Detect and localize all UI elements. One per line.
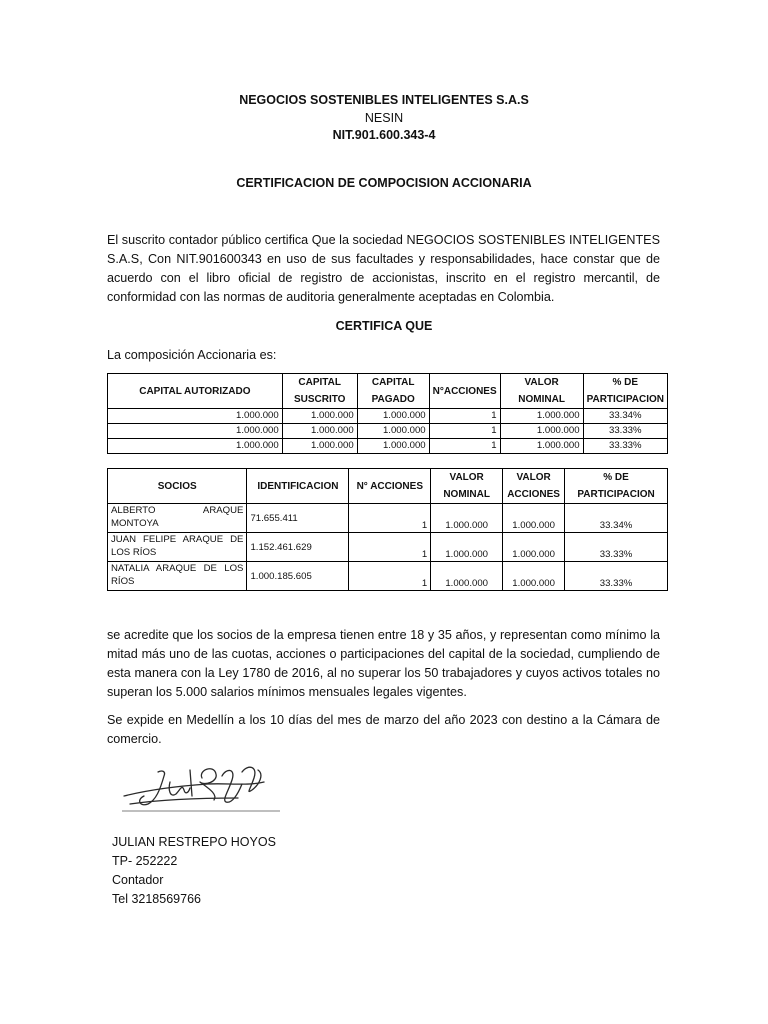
cell: 33.33%	[583, 424, 667, 439]
cell: 1.000.000	[503, 533, 565, 562]
header-valor-nominal: VALOR NOMINAL	[431, 469, 503, 504]
company-nit: NIT.901.600.343-4	[332, 128, 436, 142]
cell: 1.000.000	[108, 439, 283, 454]
cell: 1.000.000	[108, 424, 283, 439]
header-n-acciones: N° ACCIONES	[349, 469, 431, 504]
cell: 1.000.000	[282, 439, 357, 454]
cell: 1.000.000	[108, 409, 283, 424]
cell: 1	[349, 504, 431, 533]
socio-id: 1.000.185.605	[247, 562, 349, 591]
cell: 1	[349, 562, 431, 591]
cell: 33.33%	[565, 533, 668, 562]
socio-name: NATALIA ARAQUE DE LOS RÍOS	[108, 562, 247, 591]
header-valor-acciones: VALOR ACCIONES	[503, 469, 565, 504]
signatory-name: JULIAN RESTREPO HOYOS	[112, 835, 276, 849]
socio-name: JUAN FELIPE ARAQUE DE LOS RÍOS	[108, 533, 247, 562]
signature-image	[118, 760, 288, 816]
cell: 1.000.000	[500, 409, 583, 424]
company-short-name: NESIN	[364, 111, 404, 125]
cell: 1.000.000	[431, 533, 503, 562]
signatory-role: Contador	[112, 873, 164, 887]
socios-table	[107, 468, 668, 591]
capital-table-header	[108, 374, 668, 409]
table-row	[108, 533, 668, 562]
signatory-tp: TP- 252222	[112, 854, 178, 868]
cell: 1.000.000	[357, 409, 429, 424]
signatory-tel: Tel 3218569766	[112, 892, 201, 906]
cell: 1.000.000	[500, 424, 583, 439]
header-participacion: % DE PARTICIPACION	[583, 374, 667, 409]
signatory-block	[112, 833, 276, 909]
cell: 1.000.000	[431, 562, 503, 591]
header-participacion: % DE PARTICIPACION	[565, 469, 668, 504]
company-name: NEGOCIOS SOSTENIBLES INTELIGENTES S.A.S	[239, 93, 529, 107]
header-valor-nominal: VALOR NOMINAL	[500, 374, 583, 409]
table-row	[108, 439, 668, 454]
cell: 1.000.000	[282, 424, 357, 439]
cell: 33.33%	[565, 562, 668, 591]
intro-paragraph: El suscrito contador público certifica Que la sociedad NEGOCIOS SOSTENIBLES INTELIGENTES S.A.S, Con NIT.901600343 en uso de sus facultades y responsabilidades, hace constar que de acuerdo con el libro oficial de registro de accionistas, inscrito en el registro mercantil, de conformidad con las normas de auditoria generalmente aceptadas en Colombia.	[107, 233, 660, 304]
table-row	[108, 562, 668, 591]
document-title: CERTIFICACION DE COMPOCISION ACCIONARIA	[236, 176, 532, 190]
table-row	[108, 424, 668, 439]
socio-name: ALBERTO ARAQUE MONTOYA	[108, 504, 247, 533]
header-capital-pagado: CAPITAL PAGADO	[357, 374, 429, 409]
body-paragraph-2: se acredite que los socios de la empresa tienen entre 18 y 35 años, y representan como mínimo la mitad más uno de las cuotas, acciones o participaciones del capital de la sociedad, cumpliendo de esta manera con la Ley 1780 de 2016, al no superar los 50 trabajadores y cuyos activos totales no superan los 5.000 salarios mínimos mensuales legales vigentes.	[107, 628, 660, 699]
cell: 1.000.000	[503, 504, 565, 533]
cell: 1.000.000	[503, 562, 565, 591]
cell: 1.000.000	[282, 409, 357, 424]
cell: 33.34%	[565, 504, 668, 533]
cell: 1	[429, 439, 500, 454]
cell: 1	[429, 424, 500, 439]
header-socios: SOCIOS	[108, 469, 247, 504]
cell: 1.000.000	[500, 439, 583, 454]
body-paragraph-3: Se expide en Medellín a los 10 días del mes de marzo del año 2023 con destino a la Cámara de comercio.	[107, 713, 660, 746]
socios-table-header	[108, 469, 668, 504]
header-identificacion: IDENTIFICACION	[247, 469, 349, 504]
table-row	[108, 409, 668, 424]
cell: 1	[429, 409, 500, 424]
certifica-heading: CERTIFICA QUE	[335, 319, 433, 333]
header-capital-suscrito: CAPITAL SUSCRITO	[282, 374, 357, 409]
socio-id: 1.152.461.629	[247, 533, 349, 562]
composition-label: La composición Accionaria es:	[107, 348, 277, 362]
socio-id: 71.655.411	[247, 504, 349, 533]
cell: 1.000.000	[431, 504, 503, 533]
cell: 1.000.000	[357, 439, 429, 454]
cell: 33.33%	[583, 439, 667, 454]
header-n-acciones: N°ACCIONES	[429, 374, 500, 409]
table-row	[108, 504, 668, 533]
cell: 1	[349, 533, 431, 562]
cell: 33.34%	[583, 409, 667, 424]
header-capital-autorizado: CAPITAL AUTORIZADO	[108, 374, 283, 409]
capital-table	[107, 373, 668, 454]
cell: 1.000.000	[357, 424, 429, 439]
